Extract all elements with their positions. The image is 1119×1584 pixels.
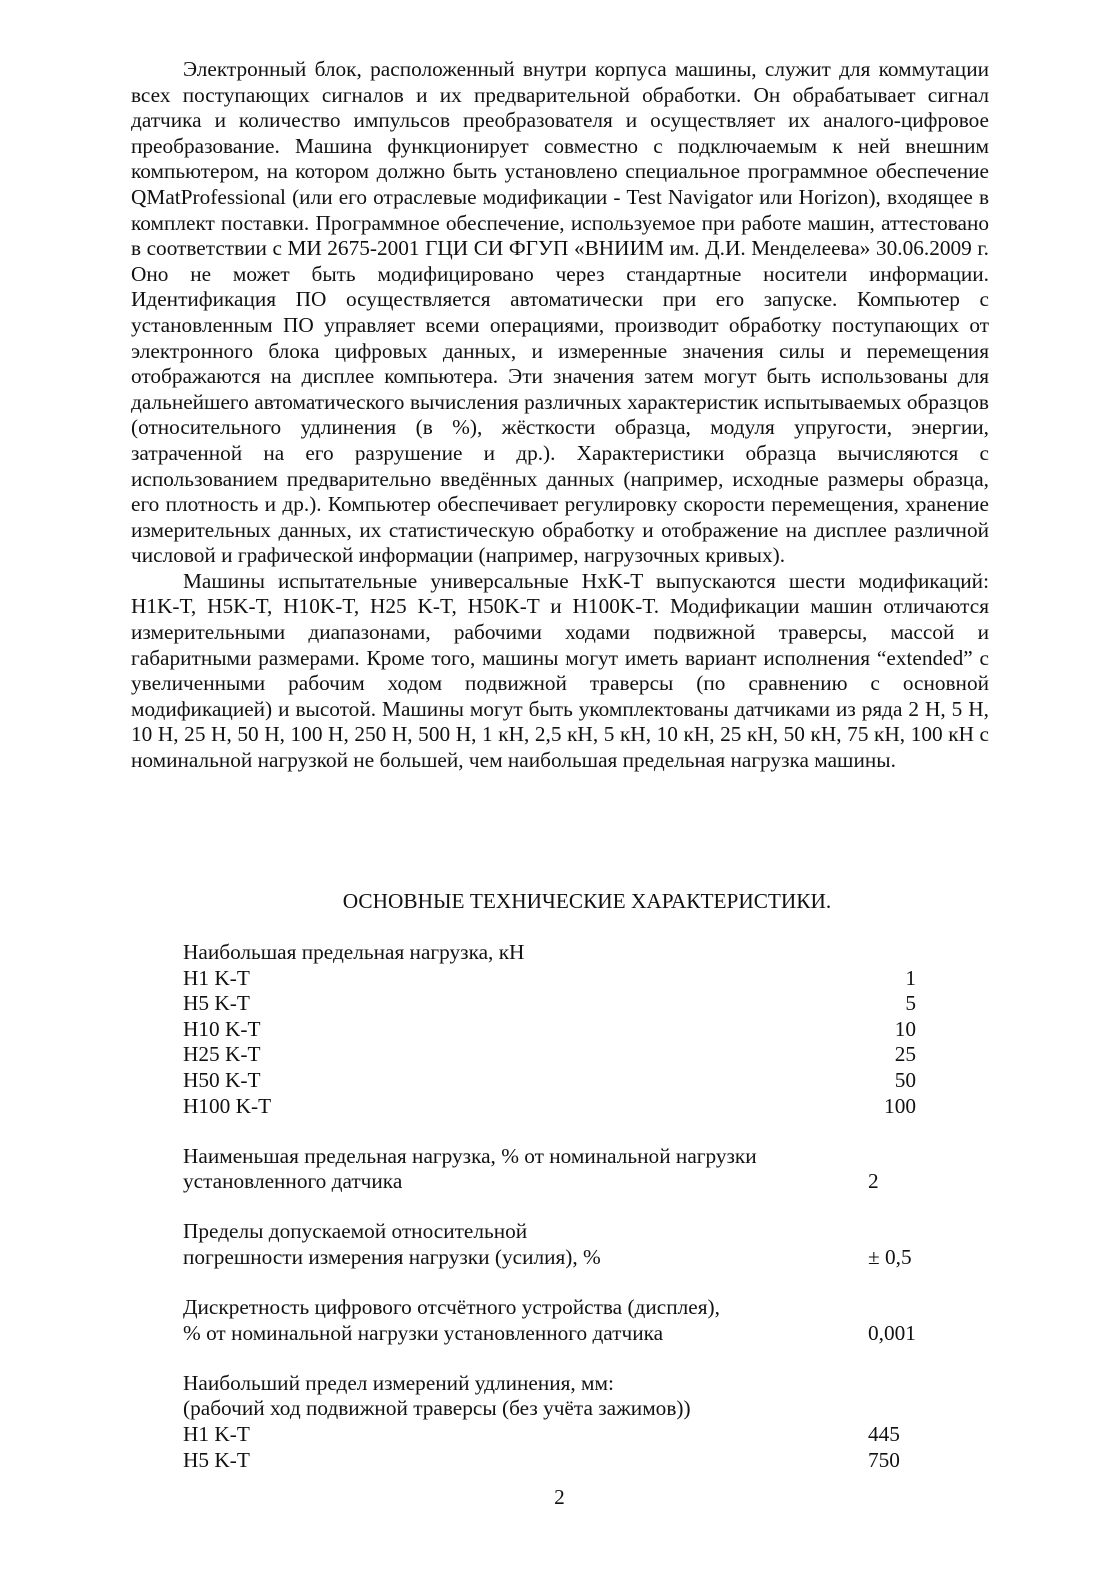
spec-value: 445 — [868, 1421, 900, 1446]
spec-row — [183, 1448, 943, 1474]
model-label: H5 K-T — [183, 991, 250, 1016]
spec-max-load — [183, 940, 943, 1119]
spec-label-line — [183, 1219, 943, 1245]
spec-label-line — [183, 1169, 943, 1195]
spec-row — [183, 1017, 943, 1043]
spec-label-line — [183, 1245, 943, 1271]
spec-value: 1 — [905, 965, 916, 990]
model-label: H50 K-T — [183, 1067, 261, 1092]
spec-row — [183, 991, 943, 1017]
section-heading: ОСНОВНЫЕ ТЕХНИЧЕСКИЕ ХАРАКТЕРИСТИКИ. — [342, 889, 832, 913]
spec-value: ± 0,5 — [868, 1244, 912, 1269]
spec-label-line — [183, 1144, 943, 1170]
spec-value: 5 — [905, 991, 916, 1016]
spec-label-line — [183, 1321, 943, 1347]
spec-value: 750 — [868, 1447, 900, 1472]
model-label: H25 K-T — [183, 1042, 261, 1067]
spec-display-resolution — [183, 1295, 943, 1346]
spec-value: 25 — [894, 1042, 916, 1067]
paragraph-electronic-unit: Электронный блок, расположенный внутри корпуса машины, служит для коммутации всех поступающих сигналов и их предварительной обработки. Он обрабатывает сигнал датчика и количество импульсов преобразователя и осуществляет их аналого-цифровое преобразование. Машина функционирует совместно с подключаемым к ней внешним компьютером, на котором должно быть установлено специальное программное обеспечение QMatProfessional (или его отраслевые модификации - Test Navigator или Horizon), входящее в комплект поставки. Программное обеспечение, используемое при работе машин, аттестовано в соответствии с МИ 2675-2001 ГЦИ СИ ФГУП «ВНИИМ им. Д.И. Менделеева» 30.06.2009 г. Оно не может быть модифицировано через стандартные носители информации. Идентификация ПО осуществляется автоматически при его запуске. Компьютер с установленным ПО управляет всеми операциями, производит обработку поступающих от электронного блока цифровых данных, и измеренные значения силы и перемещения отображаются на дисплее компьютера. Эти значения затем могут быть использованы для дальнейшего автоматического вычисления различных характеристик испытываемых образцов (относительного удлинения (в %), жёсткости образца, модуля упругости, энергии, затраченной на его разрушение и др.). Характеристики образца вычисляются с использованием предварительно введённых данных (например, исходные размеры образца, его плотность и др.). Компьютер обеспечивает регулировку скорости перемещения, хранение измерительных данных, их статистическую обработку и отображение на дисплее различной числовой и графической информации (например, нагрузочных кривых). — [131, 57, 989, 568]
spec-label: Пределы допускаемой относительной — [183, 1219, 528, 1244]
model-label: H10 K-T — [183, 1016, 261, 1041]
spec-label-line — [183, 1295, 943, 1321]
spec-label: установленного датчика — [183, 1169, 403, 1194]
spec-label: Наименьшая предельная нагрузка, % от номинальной нагрузки — [183, 1143, 757, 1168]
body-text — [131, 57, 989, 774]
spec-value: 0,001 — [868, 1320, 916, 1345]
specifications-list — [183, 940, 943, 1498]
spec-title — [183, 940, 943, 966]
model-label: H1 K-T — [183, 1421, 250, 1446]
spec-label: (рабочий ход подвижной траверсы (без учёта зажимов)) — [183, 1396, 691, 1421]
spec-max-elongation — [183, 1371, 943, 1473]
spec-row — [183, 966, 943, 992]
spec-value: 2 — [868, 1169, 879, 1194]
page-number: 2 — [554, 1485, 565, 1509]
spec-label: Дискретность цифрового отсчётного устройства (дисплея), — [183, 1295, 720, 1320]
spec-value: 50 — [894, 1067, 916, 1092]
model-label: H100 K-T — [183, 1093, 272, 1118]
spec-row — [183, 1042, 943, 1068]
spec-value: 10 — [894, 1016, 916, 1041]
spec-label: Наибольшая предельная нагрузка, кН — [183, 940, 525, 964]
spec-error-limits — [183, 1219, 943, 1270]
spec-label-line — [183, 1371, 943, 1397]
model-label: H5 K-T — [183, 1447, 250, 1472]
spec-label: погрешности измерения нагрузки (усилия), % — [183, 1244, 601, 1269]
model-label: H1 K-T — [183, 965, 250, 990]
spec-min-load — [183, 1144, 943, 1195]
paragraph-machine-modifications: Машины испытательные универсальные HxK-T выпускаются шести модификаций: H1K-T, H5K-T, H10K-T, H25 K-T, H50K-T и H100K-T. Модификации машин отличаются измерительными диапазонами, рабочими ходами подвижной траверсы, массой и габаритными размерами. Кроме того, машины могут иметь вариант исполнения “extended” с увеличенными рабочим ходом подвижной траверсы (по сравнению с основной модификацией) и высотой. Машины могут быть укомплектованы датчиками из ряда 2 Н, 5 Н, 10 Н, 25 Н, 50 Н, 100 Н, 250 Н, 500 Н, 1 кН, 2,5 кН, 5 кН, 10 кН, 25 кН, 50 кН, 75 кН, 100 кН с номинальной нагрузкой не большей, чем наибольшая предельная нагрузка машины. — [131, 568, 989, 773]
spec-label: % от номинальной нагрузки установленного датчика — [183, 1320, 664, 1345]
spec-label-line — [183, 1396, 943, 1422]
spec-row — [183, 1068, 943, 1094]
spec-row — [183, 1422, 943, 1448]
spec-label: Наибольший предел измерений удлинения, мм: — [183, 1370, 614, 1395]
spec-row — [183, 1094, 943, 1120]
spec-value: 100 — [884, 1093, 916, 1118]
